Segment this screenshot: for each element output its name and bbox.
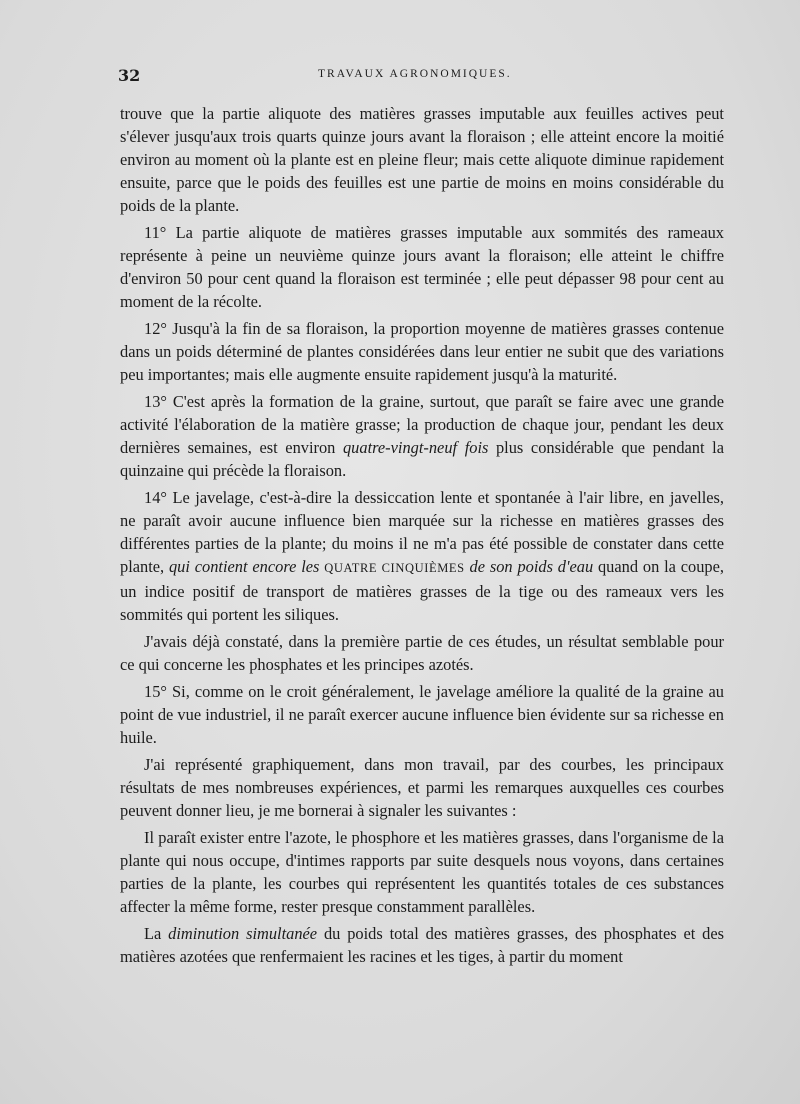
- paragraph-14-smallcaps: QUATRE CINQUIÈMES: [324, 561, 465, 576]
- paragraph-14: [120, 486, 724, 627]
- paragraph-14-emphasis-b: de son poids d'eau: [464, 557, 594, 577]
- paragraph-13-emphasis: quatre-vingt-neuf fois: [342, 438, 489, 458]
- paragraph-diminution-text-a: La: [144, 923, 169, 943]
- paragraph-11: 11° La partie aliquote de matières grasses imputable aux sommités des rameaux représente à peine un neuvième quinze jours avant la floraison; elle atteint le chiffre d'environ 50 pour cent quand la floraison est terminée ; elle peut dépasser 98 pour cent au moment de la récolte.: [120, 223, 724, 312]
- paragraph-12: 12° Jusqu'à la fin de sa floraison, la proportion moyenne de matières grasses contenue dans un poids déterminé de plantes considérées dans leur entier ne subit que des variations peu importantes; mais elle augmente ensuite rapidement jusqu'à la maturité.: [120, 319, 724, 385]
- body-text: [120, 102, 724, 971]
- paragraph-diminution-text-b: du poids total des matières grasses, des phosphates et des matières azotées que renfermaient les racines et les tiges, à partir du moment: [120, 923, 725, 966]
- page-number: 32: [118, 66, 141, 85]
- paragraph-diminution-emphasis: diminution simultanée: [168, 923, 318, 943]
- paragraph-graphs: J'ai représenté graphiquement, dans mon travail, par des courbes, les principaux résultats de mes nombreuses expériences, et parmi les remarques auxquelles ces courbes peuvent donner lieu, je me bornerai à signaler les suivantes :: [120, 754, 724, 820]
- paragraph-15: 15° Si, comme on le croit généralement, le javelage améliore la qualité de la graine au point de vue industriel, il ne paraît exercer aucune influence bien évidente sur sa richesse en huile.: [120, 681, 724, 747]
- paragraph-13-text-b: plus considérable que pendant la quinzaine qui précède la floraison.: [120, 438, 724, 481]
- paragraph-relations: Il paraît exister entre l'azote, le phosphore et les matières grasses, dans l'organisme de la plante qui nous occupe, d'intimes rapports par suite desquels nous voyons, dans certaines parties de la plante, les courbes qui représentent les quantités totales de ces substances affecter la même forme, rester presque constamment parallèles.: [120, 827, 724, 916]
- paragraph-14-text-a: 14° Le javelage, c'est-à-dire la dessiccation lente et spontanée à l'air libre, en javelles, ne paraît avoir aucune influence bien marquée sur la richesse en matières grasses des différentes parties de la plante; du moins il ne m'a pas été possible de constater dans cette plante,: [120, 487, 724, 577]
- page-header: [118, 66, 723, 90]
- running-title: TRAVAUX AGRONOMIQUES.: [318, 68, 512, 80]
- paragraph-13: [120, 390, 724, 482]
- paragraph-diminution: [120, 922, 724, 968]
- paragraph-14-text-b: quand on la coupe, un indice positif de transport de matières grasses de la tige ou des rameaux vers les sommités qui portent les siliques.: [120, 557, 724, 625]
- paragraph-continuation: trouve que la partie aliquote des matières grasses imputable aux feuilles actives peut s'élever jusqu'aux trois quarts quinze jours avant la floraison ; elle atteint encore la moitié environ au moment où la plante est en pleine fleur; mais cette aliquote diminue rapidement ensuite, parce que le poids des feuilles est une partie de moins en moins considérable du poids de la plante.: [120, 104, 724, 216]
- paragraph-14-emphasis-a: qui contient encore les: [168, 557, 325, 577]
- paragraph-13-text-a: 13° C'est après la formation de la graine, surtout, que paraît se faire avec une grande activité l'élaboration de la matière grasse; la production de chaque jour, pendant les deux dernières semaines, est environ: [120, 391, 724, 458]
- paragraph-javelage-note: J'avais déjà constaté, dans la première partie de ces études, un résultat semblable pour ce qui concerne les phosphates et les principes azotés.: [120, 632, 724, 675]
